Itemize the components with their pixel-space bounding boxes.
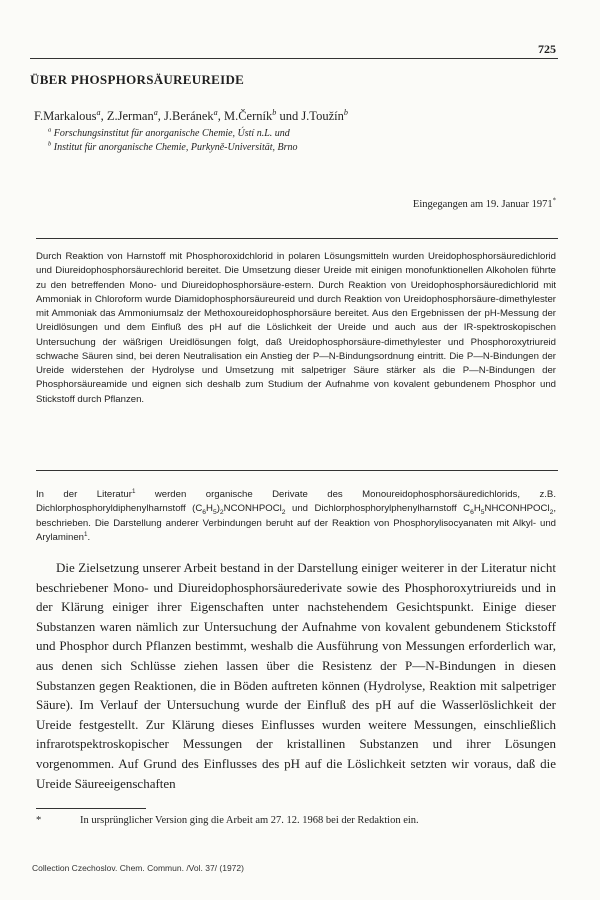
affiliation bbox=[48, 127, 298, 141]
reference-mark: 1 bbox=[131, 487, 136, 495]
page-number: 725 bbox=[538, 42, 556, 56]
affiliation-text: Institut für anorganische Chemie, Purkyně-Universität, Brno bbox=[53, 142, 298, 153]
author-separator: , bbox=[217, 109, 224, 123]
body-paragraph: Die Zielsetzung unserer Arbeit bestand in der Darstellung einiger weiterer in der Literatur nicht beschriebener Mono- und Diureidophosphorsäurederivate sowie des Phosphoroxytriureids und in der Klärung einiger ihrer Eigenschaften unter nachstehendem Gesichtspunkt. Einige dieser Substanzen waren nämlich zur Untersuchung der Aufnahme von kovalent gebundenem Stickstoff und Phosphor durch Pflanzen bestimmt, weshalb die Ausführung von Messungen erforderlich war, aus denen sich Schlüsse ziehen lassen über die Resistenz der P—N-Bindungen in diesen Substanzen gegen Reaktionen, die in Böden auftreten können (Hydrolyse, Reaktion mit salpetriger Säure). Im Verlauf der Untersuchung wurde der Einfluß des pH auf die Wasserlöslichkeit der Ureide festgestellt. Zur Klärung dieses Einflusses wurden weitere Messungen, einschließlich infrarotspektroskopischer Messungen der kristallinen Substanzen und ihrer Lösungen vorgenommen. Auf Grund des Einflusses des pH auf die Löslichkeit setzten wir voraus, daß die Ureide Säureeigenschaften bbox=[36, 560, 556, 791]
author-name: J.Beránek bbox=[164, 109, 214, 123]
author-name: F.Markalous bbox=[34, 109, 97, 123]
abstract-text: Durch Reaktion von Harnstoff mit Phosphoroxidchlorid in polaren Lösungsmitteln wurden Ureidophosphorsäuredichlorid und Diureidophosphorsäurechlorid bereitet. Die Umsetzung dieser Ureide mit einigen monofunktionellen Alkoholen führte zu den betreffenden Mono- und Diureidophosphorsäure-estern. Durch Reaktion von Ureidophosphorsäuredichlorid mit Ammoniak in Chloroform wurde Diamidophosphorsäureureid und durch Reaktion von Ureidophosphorsäure-dimethylester mit Ammoniak das Ammoniumsalz der Methoxoureidophosphorsäure bereitet. Aus den Ergebnissen der pH-Messung der Ureidlösungen und dem Einfluß des pH auf die Löslichkeit der Ureide und auch aus der IR-spektroskopischen Untersuchung der wäßrigen Ureidlösungen folgt, daß Ureidophosphorsäure-dimethylester und Phosphoroxytriureid schwache Säuren sind, bei deren Neutralisation ein Anstieg der P—N-Bindungsordnung eintritt. Die P—N-Bindungen der Ureide widerstehen der Hydrolyse und Umsetzung mit salpetriger Säure stärker als die P—N-Bindungen der Phosphorsäureamide und eignen sich deshalb zum Studium der Aufnahme von kovalent gebundenem Phosphor und Stickstoff durch Pflanzen. bbox=[36, 251, 556, 405]
intro-text: ) bbox=[216, 503, 220, 515]
affiliation-text: Forschungsinstitut für anorganische Chemie, Ústí n.L. und bbox=[53, 128, 290, 139]
author-name: M.Černík bbox=[223, 109, 273, 123]
subscript: 5 bbox=[480, 509, 485, 517]
intro-text: und Dichlorphosphorylphenylharnstoff C bbox=[285, 503, 471, 515]
footnote-mark: * bbox=[36, 815, 42, 826]
header-rule bbox=[30, 58, 558, 59]
subscript: 6 bbox=[202, 509, 207, 517]
author-name: Z.Jerman bbox=[106, 109, 154, 123]
body-text bbox=[36, 558, 556, 793]
author-affil-mark: b bbox=[272, 107, 277, 117]
affiliation-mark: a bbox=[48, 126, 52, 134]
received-footnote-mark: * bbox=[552, 197, 556, 205]
journal-citation: Collection Czechoslov. Chem. Commun. /Vol. 37/ (1972) bbox=[32, 863, 244, 873]
subscript: 6 bbox=[470, 509, 474, 517]
affiliation bbox=[48, 141, 298, 155]
author-separator: und bbox=[276, 109, 302, 123]
author-separator: , bbox=[157, 109, 165, 123]
author-affil-mark: b bbox=[343, 107, 348, 117]
intro-text: H bbox=[473, 503, 481, 515]
intro-paragraph bbox=[36, 488, 556, 546]
subscript: 2 bbox=[219, 509, 224, 517]
abstract bbox=[36, 250, 556, 407]
subscript: 5 bbox=[212, 509, 217, 517]
article-title: ÜBER PHOSPHORSÄUREUREIDE bbox=[30, 72, 245, 87]
intro-text: werden organische Derivate des Monoureidophosphorsäuredichlorids, z.B. Dichlorphosphoryldiphenylharnstoff (C bbox=[36, 489, 556, 515]
intro-text: H bbox=[206, 503, 213, 515]
intro-text: In der Literatur bbox=[36, 489, 132, 500]
author-separator: , bbox=[100, 109, 107, 123]
intro-text: . bbox=[87, 532, 91, 544]
intro-text: , beschrieben. Die Darstellung anderer Verbindungen beruht auf der Reaktion von Phosphorylisocyanaten mit Alkyl- und Arylaminen bbox=[36, 503, 556, 544]
author-list bbox=[34, 109, 348, 124]
subscript: 2 bbox=[281, 509, 286, 517]
received-date bbox=[413, 199, 556, 210]
received-text: Eingegangen am 19. Januar 1971 bbox=[412, 199, 553, 210]
footnote-text: In ursprünglicher Version ging die Arbeit am 27. 12. 1968 bei der Redaktion ein. bbox=[80, 815, 419, 826]
intro-text: NCONHPOCl bbox=[223, 503, 282, 515]
author-affil-mark: a bbox=[96, 107, 101, 117]
affiliations bbox=[48, 127, 298, 155]
abstract-top-rule bbox=[36, 238, 558, 239]
intro-text: NHCONHPOCl bbox=[484, 503, 550, 515]
author-affil-mark: a bbox=[213, 107, 218, 117]
affiliation-mark: b bbox=[48, 140, 52, 148]
footnote bbox=[36, 815, 556, 826]
author-affil-mark: a bbox=[153, 107, 158, 117]
footnote-rule bbox=[36, 808, 146, 809]
reference-mark: 1 bbox=[84, 531, 88, 539]
author-name: J.Toužín bbox=[301, 109, 344, 123]
subscript: 2 bbox=[549, 509, 554, 517]
abstract-bottom-rule bbox=[36, 470, 558, 471]
